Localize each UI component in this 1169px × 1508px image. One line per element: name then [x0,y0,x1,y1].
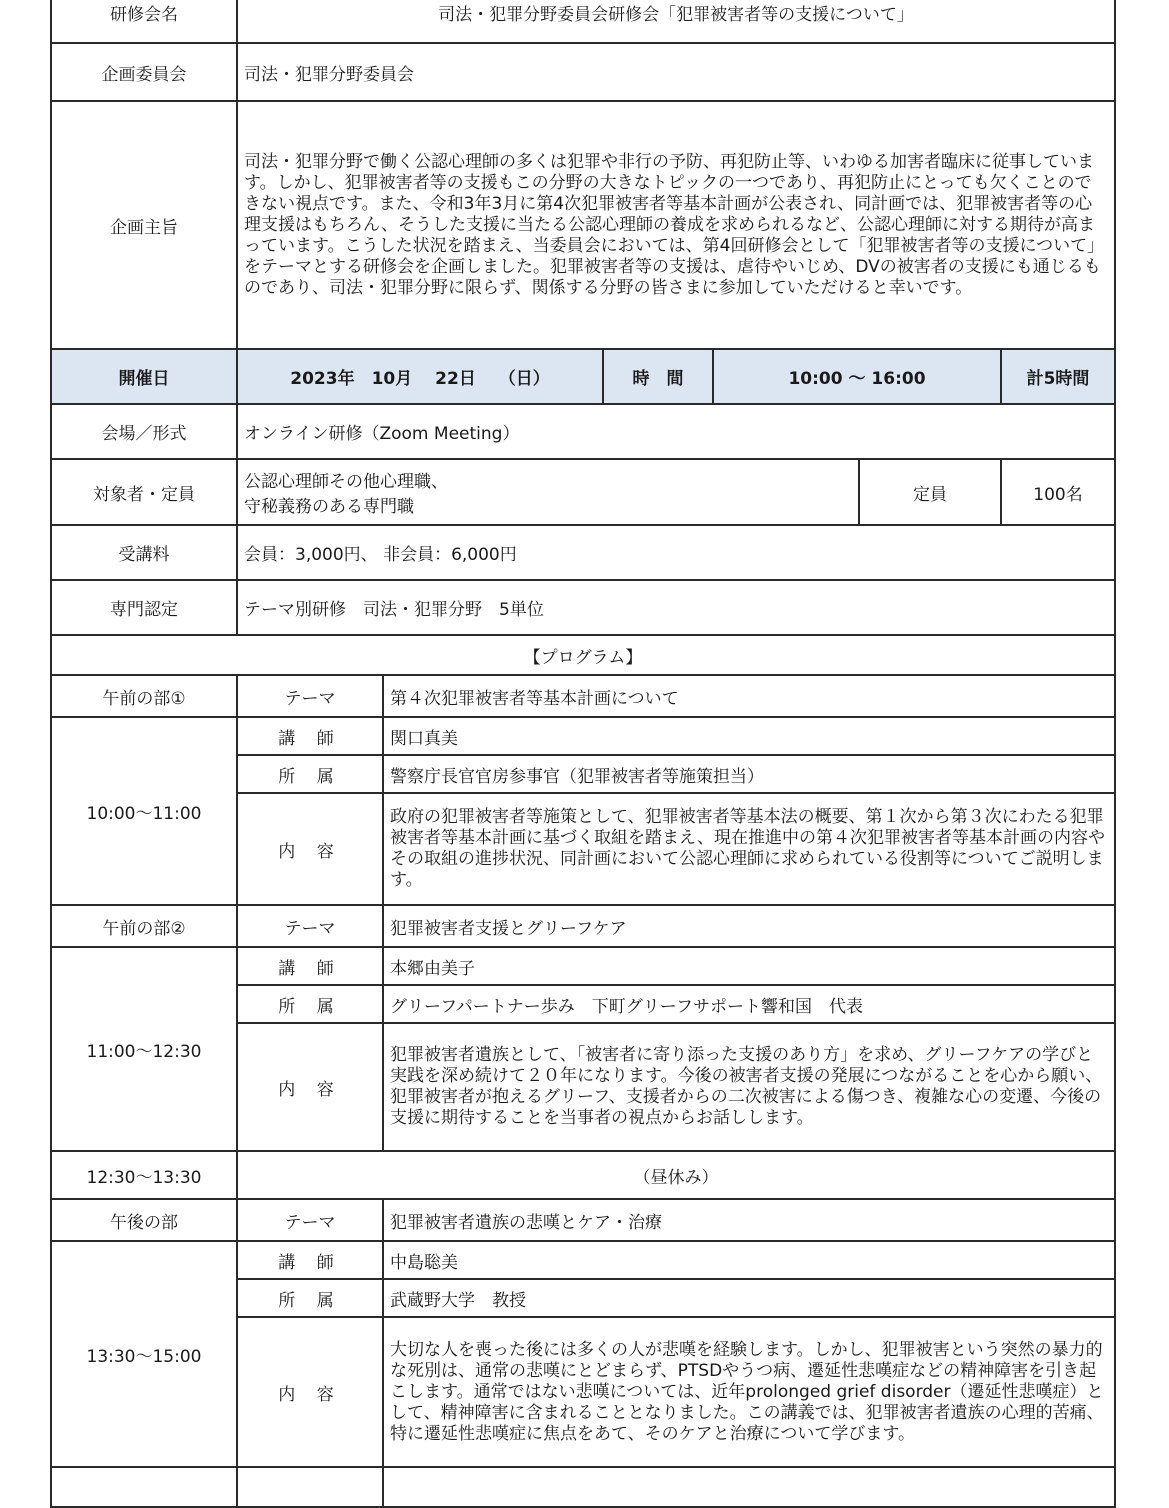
session-name: 午前の部① [51,675,237,717]
cutoff-cell [237,1467,383,1507]
session-time: 10:00～11:00 [51,717,237,905]
content-label: 内 容 [237,793,383,905]
program-header: 【プログラム】 [51,635,1115,675]
session-content: 大切な人を喪った後には多くの人が悲嘆を経験します。しかし、犯罪被害という突然の暴力的な死別は、通常の悲嘆にとどまらず、PTSDやうつ病、遷延性悲嘆症などの精神障害を引き起こします。通常ではない悲嘆については、近年prolonged grief disorder（遷延性悲嘆症）として、精神障害に含まれることとなりました。この講義では、犯罪被害者遺族の心理的苦痛、特に遷延性悲嘆症に焦点をあて、そのケアと治療について学びます。 [383,1317,1115,1467]
fee-label: 受講料 [51,525,237,580]
lecturer-label: 講 師 [237,717,383,755]
session-lecturer: 中島聡美 [383,1241,1115,1279]
purpose-row [51,101,1115,349]
venue-row [51,404,1115,459]
theme-label: テーマ [237,675,383,717]
purpose-label: 企画主旨 [51,101,237,349]
fee-row [51,525,1115,580]
planning-committee-row [51,43,1115,101]
cutoff-cell [383,1467,1115,1507]
seminar-title: 司法・犯罪分野委員会研修会「犯罪被害者等の支援について」 [237,0,1115,43]
seminar-info-table [50,0,1116,1508]
target-line-1: 公認心理師その他心理職、 [244,472,448,492]
session-2-theme-row [51,905,1115,947]
session-3-lecturer-row [51,1241,1115,1279]
session-time: 11:00～12:30 [51,947,237,1151]
capacity-value: 100名 [1001,459,1115,525]
target-value [237,459,859,525]
target-line-2: 守秘義務のある専門職 [244,497,414,517]
affiliation-label: 所 属 [237,755,383,793]
date-label: 開催日 [51,349,237,404]
time-value: 10:00 ～ 16:00 [713,349,1001,404]
program-header-row [51,635,1115,675]
session-name: 午後の部 [51,1199,237,1241]
theme-label: テーマ [237,905,383,947]
content-label: 内 容 [237,1317,383,1467]
planning-committee-value: 司法・犯罪分野委員会 [237,43,1115,101]
capacity-label: 定員 [859,459,1001,525]
session-theme: 犯罪被害者遺族の悲嘆とケア・治療 [383,1199,1115,1241]
session-content: 政府の犯罪被害者等施策として、犯罪被害者等基本法の概要、第１次から第３次にわたる犯罪被害者等基本計画に基づく取組を踏まえ、現在推進中の第４次犯罪被害者等基本計画の内容やその取組の進捗状況、同計画において公認心理師に求められている役割等についてご説明します。 [383,793,1115,905]
planning-committee-label: 企画委員会 [51,43,237,101]
session-lecturer: 本郷由美子 [383,947,1115,985]
venue-label: 会場／形式 [51,404,237,459]
lecturer-label: 講 師 [237,1241,383,1279]
certification-row [51,580,1115,635]
date-row [51,349,1115,404]
cutoff-cell [51,1467,237,1507]
date-value: 2023年 10月 22日 （日） [237,349,603,404]
lunch-label: （昼休み） [237,1151,1115,1199]
lunch-time: 12:30～13:30 [51,1151,237,1199]
time-label: 時 間 [603,349,713,404]
purpose-text: 司法・犯罪分野で働く公認心理師の多くは犯罪や非行の予防、再犯防止等、いわゆる加害者臨床に従事しています。しかし、犯罪被害者等の支援もこの分野の大きなトピックの一つであり、再犯防止にとっても欠くことのできない視点です。また、令和3年3月に第4次犯罪被害者等基本計画が公表され、同計画では、犯罪被害者等の心理支援はもちろん、そうした支援に当たる公認心理師の養成を求められるなど、公認心理師に対する期待が高まっています。こうした状況を踏まえ、当委員会においては、第4回研修会として「犯罪被害者等の支援について」をテーマとする研修会を企画しました。犯罪被害者等の支援は、虐待やいじめ、DVの被害者の支援にも通じるものであり、司法・犯罪分野に限らず、関係する分野の皆さまに参加していただけると幸いです。 [237,101,1115,349]
seminar-name-row [51,0,1115,43]
target-label: 対象者・定員 [51,459,237,525]
certification-label: 専門認定 [51,580,237,635]
target-row [51,459,1115,525]
lunch-row [51,1151,1115,1199]
content-label: 内 容 [237,1023,383,1151]
session-name: 午前の部② [51,905,237,947]
session-affiliation: グリーフパートナー歩み 下町グリーフサポート響和国 代表 [383,985,1115,1023]
seminar-document [50,0,1114,1508]
total-hours: 計5時間 [1001,349,1115,404]
session-2-lecturer-row [51,947,1115,985]
lecturer-label: 講 師 [237,947,383,985]
session-theme: 第４次犯罪被害者等基本計画について [383,675,1115,717]
session-3-theme-row [51,1199,1115,1241]
session-time: 13:30～15:00 [51,1241,237,1467]
session-theme: 犯罪被害者支援とグリーフケア [383,905,1115,947]
session-1-theme-row [51,675,1115,717]
next-row-cutoff [51,1467,1115,1507]
session-content: 犯罪被害者遺族として、「被害者に寄り添った支援のあり方」を求め、グリーフケアの学びと実践を深め続けて２０年になります。今後の被害者支援の発展につながることを心から願い、犯罪被害者が抱えるグリーフ、支援者からの二次被害による傷つき、複雑な心の変遷、今後の支援に期待することを当事者の視点からお話しします。 [383,1023,1115,1151]
session-1-lecturer-row [51,717,1115,755]
theme-label: テーマ [237,1199,383,1241]
session-lecturer: 関口真美 [383,717,1115,755]
seminar-name-label: 研修会名 [51,0,237,43]
venue-value: オンライン研修（Zoom Meeting） [237,404,1115,459]
session-affiliation: 武蔵野大学 教授 [383,1279,1115,1317]
affiliation-label: 所 属 [237,985,383,1023]
affiliation-label: 所 属 [237,1279,383,1317]
fee-value: 会員：3,000円、 非会員：6,000円 [237,525,1115,580]
session-affiliation: 警察庁長官官房参事官（犯罪被害者等施策担当） [383,755,1115,793]
certification-value: テーマ別研修 司法・犯罪分野 5単位 [237,580,1115,635]
